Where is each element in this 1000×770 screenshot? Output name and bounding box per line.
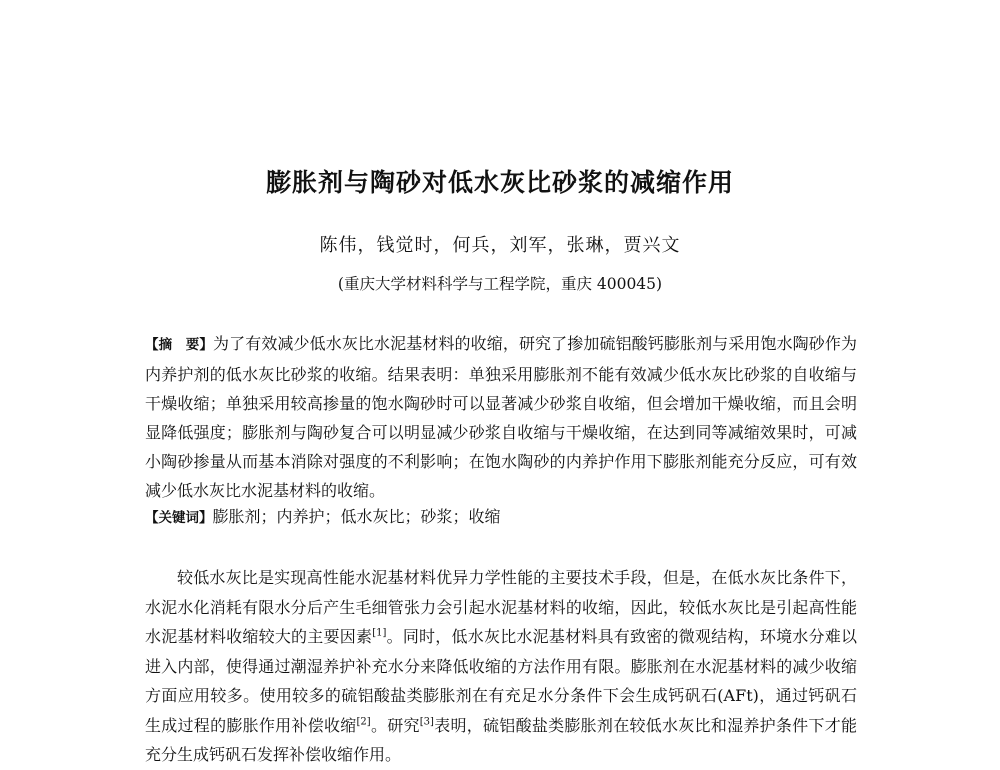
body-text: 。研究 (370, 715, 420, 735)
abstract (145, 329, 857, 505)
keywords (145, 504, 857, 531)
body-text: 表明，硫铝酸盐类膨胀剂在较低水灰比和湿养护条件下才能充分生成钙矾石发挥补偿收缩作用。 (145, 715, 857, 764)
abstract-text: 为了有效减少低水灰比水泥基材料的收缩，研究了掺加硫铝酸钙膨胀剂与采用饱水陶砂作为内养护剂的低水灰比砂浆的收缩。结果表明：单独采用膨胀剂不能有效减少低水灰比砂浆的自收缩与干燥收缩；单独采用较高掺量的饱水陶砂时可以显著减少砂浆自收缩，但会增加干燥收缩，而且会明显降低强度；膨胀剂与陶砂复合可以明显减少砂浆自收缩与干燥收缩，在达到同等减缩效果时，可减小陶砂掺量从而基本消除对强度的不利影响；在饱水陶砂的内养护作用下膨胀剂能充分反应，可有效减少低水灰比水泥基材料的收缩。 (145, 334, 857, 500)
body-text: 较低水灰比是实现高性能水泥基材料优异力学性能的主要技术手段，但是，在低水灰比条件下，水泥水化消耗有限水分后产生毛细管张力会引起水泥基材料的收缩，因此，较低水灰比是引起高性能水泥基材料收缩较大的主要因素 (145, 568, 857, 646)
body-text: 。同时，低水灰比水泥基材料具有致密的微观结构，环境水分难以进入内部，使得通过潮湿养护补充水分来降低收缩的方法作用有限。膨胀剂在水泥基材料的减少收缩方面应用较多。使用较多的硫铝酸盐类膨胀剂在有充足水分条件下会生成钙矾石(AFt)，通过钙矾石生成过程的膨胀作用补偿收缩 (145, 627, 857, 735)
keywords-label: 【关键词】 (145, 510, 213, 526)
citation-ref: [1] (372, 627, 387, 639)
author-list: 陈伟，钱觉时，何兵，刘军，张琳，贾兴文 (319, 235, 681, 256)
paper-title: 膨胀剂与陶砂对低水灰比砂浆的减缩作用 (265, 168, 734, 197)
citation-ref: [2] (356, 716, 371, 728)
abstract-label: 【摘 要】 (145, 337, 214, 353)
body-paragraph (145, 563, 857, 770)
affiliation: (重庆大学材料科学与工程学院，重庆 400045) (337, 275, 663, 293)
keywords-text: 膨胀剂；内养护；低水灰比；砂浆；收缩 (212, 507, 501, 526)
citation-ref: [3] (419, 716, 434, 728)
